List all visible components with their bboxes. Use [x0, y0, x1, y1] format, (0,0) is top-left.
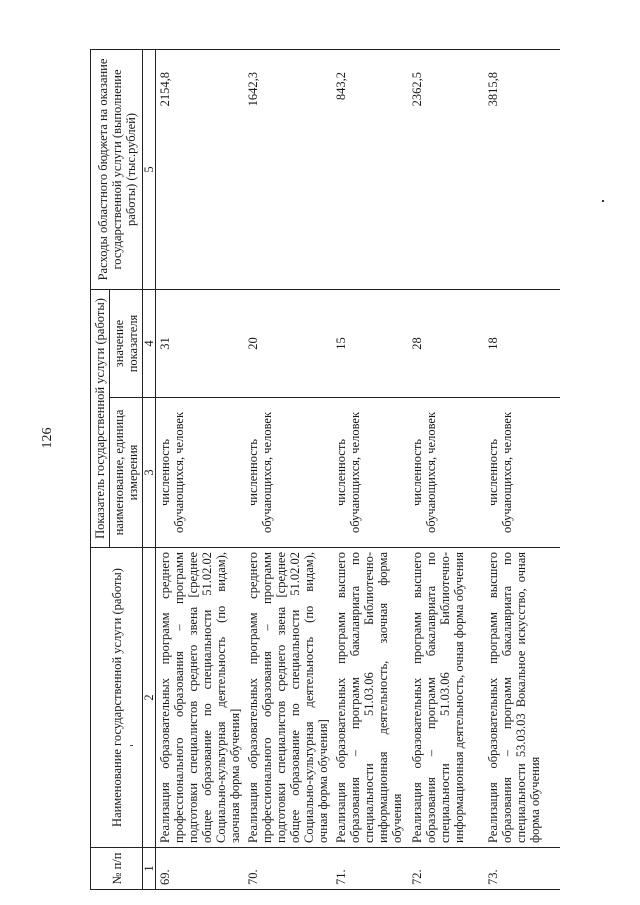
- indicator-name: численность обучающихся, человек: [408, 398, 484, 548]
- column-number: 4: [143, 289, 156, 397]
- services-table: [90, 49, 560, 890]
- table-row: [484, 49, 560, 889]
- header-expenses: Расходы областного бюджета на оказание государственной услуги (выполнение работы) (тыс.рублей): [91, 49, 143, 289]
- table-row: [244, 49, 332, 889]
- service-name: Реализация образовательных программ высшего образования – программ бакалавриата по специальности 53.03.03 Вокальное искусство, очная форма обучения: [484, 548, 560, 848]
- header-indicator-value: значение показателя: [110, 289, 143, 397]
- expenses-value: 843,2: [332, 49, 408, 289]
- indicator-value: 18: [484, 289, 560, 397]
- expenses-value: 3815,8: [484, 49, 560, 289]
- header-indicator-name: наименование, единица измерения: [110, 398, 143, 548]
- row-number: 70.: [244, 848, 332, 890]
- indicator-value: 28: [408, 289, 484, 397]
- header-service: Наименование государственной услуги (работы): [91, 548, 143, 848]
- header-num: № п/п: [91, 848, 143, 890]
- indicator-value: 15: [332, 289, 408, 397]
- expenses-value: 2362,5: [408, 49, 484, 289]
- indicator-name: численность обучающихся, человек: [244, 398, 332, 548]
- indicator-name: численность обучающихся, человек: [484, 398, 560, 548]
- row-number: 71.: [332, 848, 408, 890]
- page-number: 126: [40, 427, 55, 449]
- service-name: Реализация образовательных программ высшего образования – программ бакалавриата по специальности 51.03.06 Библиотечно-информационная деятельность, заочная форма обучения: [332, 548, 408, 848]
- expenses-value: 2154,8: [156, 49, 245, 289]
- row-number: 69.: [156, 848, 245, 890]
- indicator-value: 31: [156, 289, 245, 397]
- indicator-value: 20: [244, 289, 332, 397]
- header-indicator: Показатель государственной услуги (работы): [91, 289, 110, 547]
- rotated-table-sheet: [90, 50, 570, 890]
- scan-speck: [130, 745, 133, 746]
- service-name: Реализация образовательных программ среднего профессионального образования – программ подготовки специалистов среднего звена [среднее общее образование по специальности 51.02.02 Социально-культурная деятельность (по видам), заочная форма обучения]: [156, 548, 245, 848]
- row-number: 72.: [408, 848, 484, 890]
- column-number: 3: [143, 398, 156, 548]
- column-number: 2: [143, 548, 156, 848]
- indicator-name: численность обучающихся, человек: [332, 398, 408, 548]
- column-number: 1: [143, 848, 156, 890]
- table-row: [408, 49, 484, 889]
- expenses-value: 1642,3: [244, 49, 332, 289]
- column-number: 5: [143, 49, 156, 289]
- indicator-name: численность обучающихся, человек: [156, 398, 245, 548]
- service-name: Реализация образовательных программ высшего образования – программ бакалавриата по специальности 51.03.06 Библиотечно-информационная деятельность, очная форма обучения: [408, 548, 484, 848]
- scan-speck: [602, 200, 604, 202]
- row-number: 73.: [484, 848, 560, 890]
- table-row: [156, 49, 245, 889]
- service-name: Реализация образовательных программ среднего профессионального образования – программ подготовки специалистов среднего звена [среднее общее образование по специальности 51.02.02 Социально-культурная деятельность (по видам), очная форма обучения]: [244, 548, 332, 848]
- table-row: [332, 49, 408, 889]
